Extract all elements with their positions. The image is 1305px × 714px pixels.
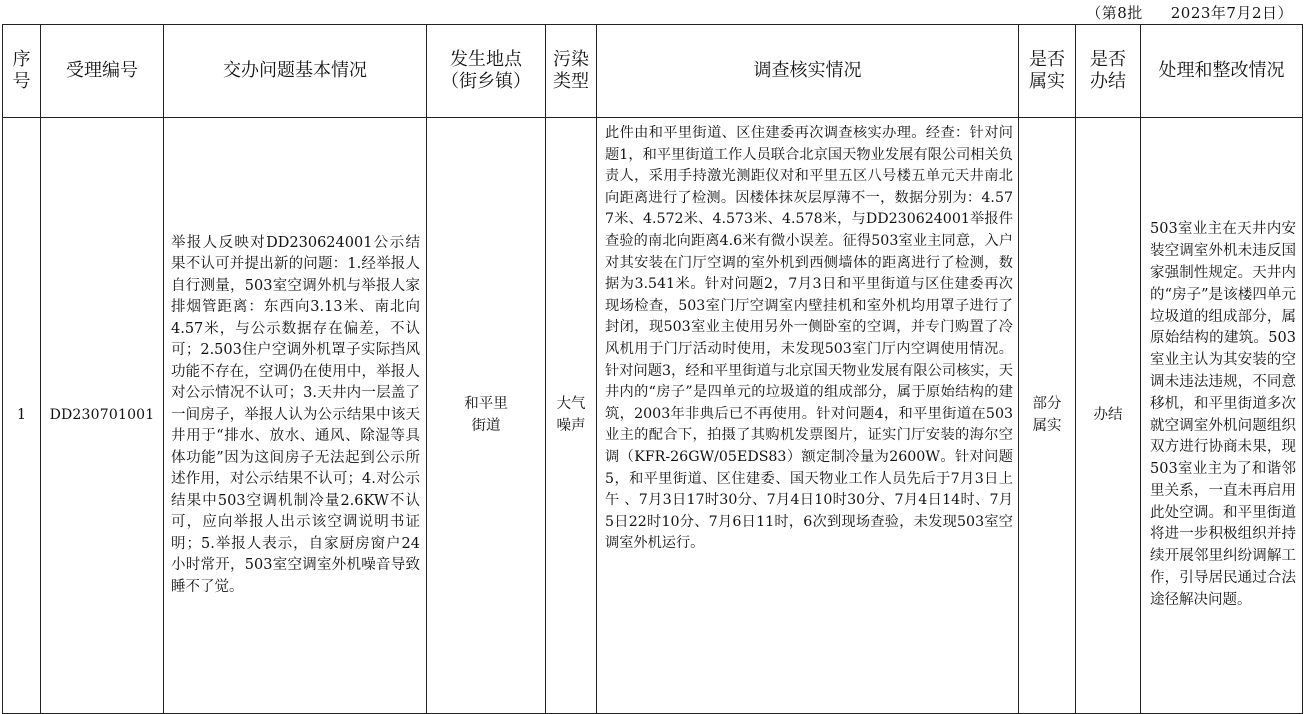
cell-pollution-type: 大气 噪声: [546, 118, 597, 714]
header-case-id: 受理编号: [41, 25, 164, 118]
batch-number: （第8批: [1086, 4, 1143, 22]
header-handling: 处理和整改情况: [1141, 25, 1303, 118]
header-verified: 是否 属实: [1019, 25, 1076, 118]
header-investigation: 调查核实情况: [597, 25, 1019, 118]
header-location: 发生地点 （街乡镇）: [427, 25, 546, 118]
complaint-table: [2, 24, 1303, 714]
batch-info: [1086, 2, 1293, 23]
batch-date: 2023年7月2日）: [1170, 4, 1293, 22]
header-seq: 序 号: [3, 25, 41, 118]
header-closed: 是否 办结: [1076, 25, 1141, 118]
cell-closed: 办结: [1076, 118, 1141, 714]
cell-case-id: DD230701001: [41, 118, 164, 714]
table-row: [3, 118, 1303, 714]
header-issue: 交办问题基本情况: [164, 25, 427, 118]
cell-location: 和平里 街道: [427, 118, 546, 714]
cell-investigation: 此件由和平里街道、区住建委再次调查核实办理。经查：针对问题1，和平里街道工作人员联合北京国天物业发展有限公司相关负责人，采用手持激光测距仪对和平里五区八号楼五单元天井南北向距离进行了检测。因楼体抹灰层厚薄不一，数据分别为：4.577米、4.572米、4.573米、4.578米，与DD230624001举报件查验的南北向距离4.6米有微小误差。征得503室业主同意，入户对其安装在门厅空调的室外机到西侧墙体的距离进行了检测，数据为3.541米。针对问题2，7月3日和平里街道与区住建委再次现场检查，503室门厅空调室内壁挂机和室外机均用罩子进行了封闭，现503室业主使用另外一侧卧室的空调，并专门购置了冷风机用于门厅活动时使用，未发现503室门厅内空调使用情况。针对问题3，经和平里街道与北京国天物业发展有限公司核实，天井内的“房子”是四单元的垃圾道的组成部分，属于原始结构的建筑，2003年非典后已不再使用。针对问题4，和平里街道在503业主的配合下，拍摄了其购机发票图片，证实门厅安装的海尔空调（KFR-26GW/05EDS83）额定制冷量为2600W。针对问题5，和平里街道、区住建委、国天物业工作人员先后于7月3日上午 、7月3日17时30分、7月4日10时30分、7月4日14时、7月5日22时10分、7月6日11时，6次到现场查验，未发现503室空调室外机运行。: [597, 118, 1019, 714]
header-pollution-type: 污染 类型: [546, 25, 597, 118]
cell-handling: 503室业主在天井内安装空调室外机未违反国家强制性规定。天井内的“房子”是该楼四单元垃圾道的组成部分，属原始结构的建筑。503室业主认为其安装的空调未违法违规，不同意移机，和平里街道多次就空调室外机问题组织双方进行协商未果，现503室业主为了和谐邻里关系，一直未再启用此处空调。和平里街道将进一步积极组织并持续开展邻里纠纷调解工作，引导居民通过合法途径解决问题。: [1141, 118, 1303, 714]
header-row: [3, 25, 1303, 118]
cell-verified: 部分 属实: [1019, 118, 1076, 714]
cell-seq: 1: [3, 118, 41, 714]
cell-issue: 举报人反映对DD230624001公示结果不认可并提出新的问题：1.经举报人自行测量，503室空调外机与举报人家排烟管距离：东西向3.13米、南北向4.57米，与公示数据存在偏差，不认可；2.503住户空调外机罩子实际挡风功能不存在，空调仍在使用中，举报人对公示情况不认可；3.天井内一层盖了一间房子，举报人认为公示结果中该天井用于“排水、放水、通风、除湿等具体功能”因为这间房子无法起到公示所述作用，对公示结果不认可；4.对公示结果中503空调机制冷量2.6KW不认可，应向举报人出示该空调说明书证明；5.举报人表示，自家厨房窗户24小时常开，503室空调室外机噪音导致睡不了觉。: [164, 118, 427, 714]
